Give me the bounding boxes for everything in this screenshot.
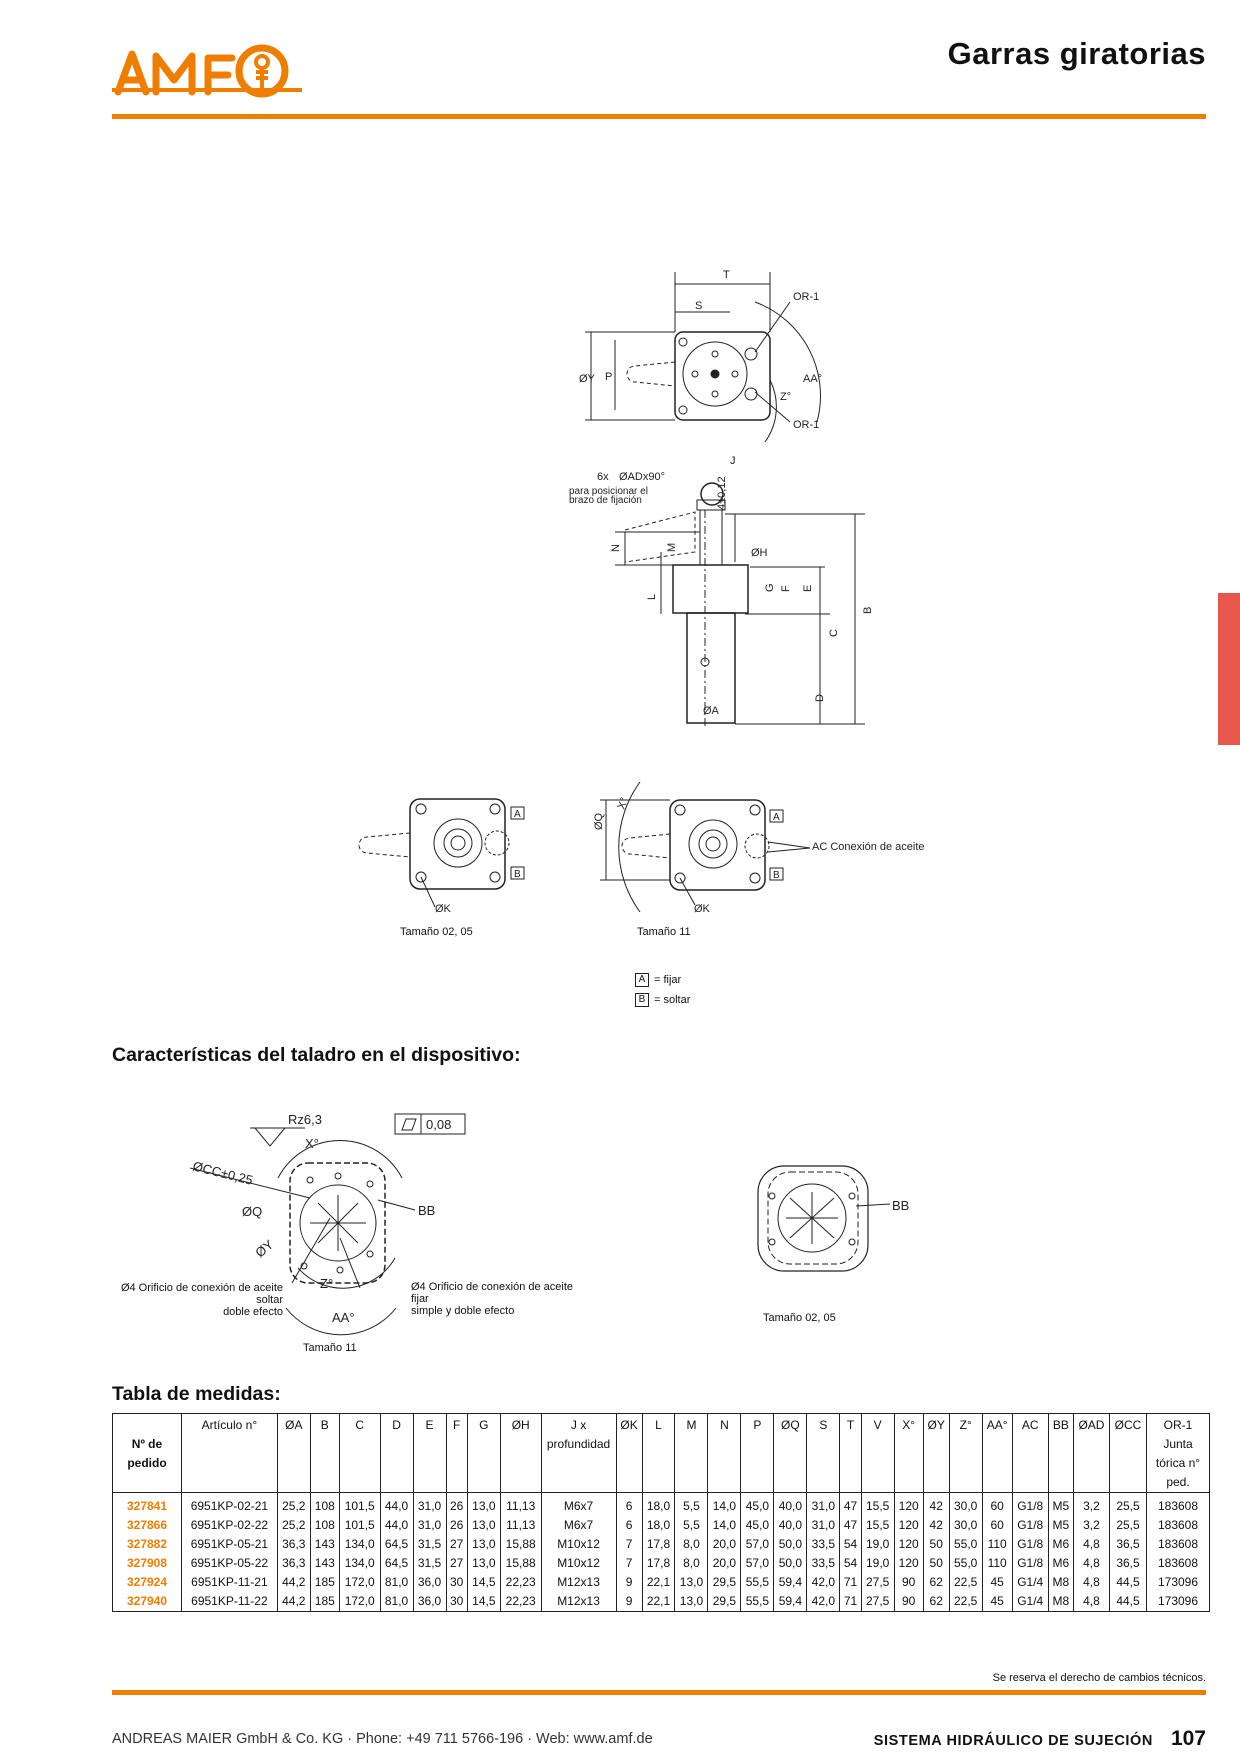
oil-port-note-right	[411, 1281, 573, 1317]
col-e: E	[413, 1414, 446, 1493]
table-cell: 36,0	[413, 1573, 446, 1592]
col-v: V	[861, 1414, 894, 1493]
table-cell: 120	[894, 1516, 923, 1535]
table-cell: 25,5	[1109, 1493, 1146, 1517]
svg-text:BB: BB	[892, 1198, 910, 1213]
table-cell: 54	[840, 1535, 861, 1554]
table-cell: 120	[894, 1554, 923, 1573]
table-cell: 101,5	[339, 1493, 380, 1517]
footer-rule	[112, 1690, 1206, 1695]
table-cell: 173096	[1147, 1592, 1210, 1612]
svg-text:AA°: AA°	[332, 1310, 355, 1325]
table-cell: 33,5	[807, 1554, 840, 1573]
order-number-cell: 327882	[113, 1535, 182, 1554]
col-d: D	[380, 1414, 413, 1493]
oil-port-note-left	[100, 1282, 283, 1318]
table-cell: 57,0	[741, 1535, 774, 1554]
drilling-caption-size-11: Tamaño 11	[303, 1342, 357, 1354]
table-cell: 31,0	[413, 1493, 446, 1517]
svg-text:X°: X°	[305, 1136, 319, 1151]
svg-text:P: P	[605, 371, 613, 383]
table-cell: 6951KP-11-22	[182, 1592, 278, 1612]
footer-company: ANDREAS MAIER GmbH & Co. KG · Phone: +49 711 5766-196 · Web: www.amf.de	[112, 1731, 653, 1747]
order-number-cell: 327908	[113, 1554, 182, 1573]
col-g: G	[467, 1414, 500, 1493]
table-cell: 120	[894, 1493, 923, 1517]
page-title: Garras giratorias	[947, 36, 1206, 71]
table-cell: 55,0	[949, 1535, 982, 1554]
table-cell: M5	[1048, 1493, 1073, 1517]
table-cell: 6	[616, 1493, 642, 1517]
table-cell: 20,0	[708, 1535, 741, 1554]
table-cell: M10x12	[541, 1554, 616, 1573]
table-cell: 13,0	[467, 1535, 500, 1554]
drilling-caption-size-02-05: Tamaño 02, 05	[763, 1312, 836, 1324]
table-cell: G1/4	[1012, 1592, 1048, 1612]
table-cell: 4,8	[1073, 1592, 1109, 1612]
table-cell: 42	[923, 1516, 949, 1535]
table-cell: 183608	[1147, 1535, 1210, 1554]
svg-text:N: N	[610, 544, 622, 552]
svg-text:J: J	[730, 455, 736, 467]
col-y: ØY	[923, 1414, 949, 1493]
col-l: L	[642, 1414, 675, 1493]
table-cell: 50	[923, 1535, 949, 1554]
table-cell: 22,1	[642, 1592, 675, 1612]
table-cell: 18,0	[642, 1493, 675, 1517]
col-z: Z°	[949, 1414, 982, 1493]
table-cell: M5	[1048, 1516, 1073, 1535]
oil-port-note-right-line3: simple y doble efecto	[411, 1305, 515, 1317]
svg-text:AA°: AA°	[803, 373, 823, 385]
col-p: P	[741, 1414, 774, 1493]
table-cell: 5,5	[675, 1493, 708, 1517]
table-cell: 81,0	[380, 1573, 413, 1592]
table-cell: 185	[310, 1573, 339, 1592]
table-cell: 13,0	[467, 1516, 500, 1535]
table-cell: 64,5	[380, 1554, 413, 1573]
table-cell: 60	[982, 1493, 1012, 1517]
col-x: X°	[894, 1414, 923, 1493]
table-cell: 44,5	[1109, 1573, 1146, 1592]
legend-text-a: = fijar	[654, 974, 682, 986]
table-cell: 60	[982, 1516, 1012, 1535]
table-cell: 31,5	[413, 1535, 446, 1554]
table-cell: 29,5	[708, 1592, 741, 1612]
table-cell: 42	[923, 1493, 949, 1517]
legend-key-b: B	[635, 993, 649, 1007]
table-cell: 13,0	[467, 1493, 500, 1517]
svg-text:ØQ: ØQ	[242, 1204, 263, 1219]
clamp-technical-drawing	[555, 262, 955, 782]
table-cell: 45	[982, 1592, 1012, 1612]
table-cell: 31,5	[413, 1554, 446, 1573]
svg-text:ØK: ØK	[694, 903, 710, 915]
section-tab	[1218, 593, 1240, 745]
table-cell: 120	[894, 1535, 923, 1554]
table-cell: M12x13	[541, 1592, 616, 1612]
table-cell: 8,0	[675, 1535, 708, 1554]
table-cell: 19,0	[861, 1554, 894, 1573]
table-cell: 6951KP-11-21	[182, 1573, 278, 1592]
table-cell: 26	[446, 1493, 467, 1517]
table-cell: 30	[446, 1573, 467, 1592]
table-cell: 25,2	[277, 1516, 310, 1535]
table-cell: 55,5	[741, 1592, 774, 1612]
table-cell: 19,0	[861, 1535, 894, 1554]
table-cell: 4,8	[1073, 1554, 1109, 1573]
table-cell: 27,5	[861, 1592, 894, 1612]
table-cell: 71	[840, 1592, 861, 1612]
table-cell: 183608	[1147, 1554, 1210, 1573]
table-cell: 13,0	[675, 1592, 708, 1612]
table-cell: 27	[446, 1535, 467, 1554]
svg-text:Z°: Z°	[320, 1276, 334, 1291]
table-cell: M6	[1048, 1554, 1073, 1573]
drilling-diagram-size-02-05	[752, 1158, 922, 1278]
table-cell: 13,0	[675, 1573, 708, 1592]
svg-text:D: D	[814, 694, 826, 702]
oil-port-note-left-line3: doble efecto	[223, 1306, 283, 1318]
table-cell: 9	[616, 1573, 642, 1592]
table-cell: 22,5	[949, 1573, 982, 1592]
table-cell: 22,5	[949, 1592, 982, 1612]
table-cell: 173096	[1147, 1573, 1210, 1592]
caption-size-02-05: Tamaño 02, 05	[400, 926, 473, 938]
table-cell: 110	[982, 1554, 1012, 1573]
table-cell: 42,0	[807, 1573, 840, 1592]
col-m: M	[675, 1414, 708, 1493]
table-cell: 4,8	[1073, 1535, 1109, 1554]
svg-text:brazo de fijación: brazo de fijación	[569, 495, 642, 506]
table-cell: 50	[923, 1554, 949, 1573]
table-cell: 62	[923, 1573, 949, 1592]
legend-key-a: A	[635, 973, 649, 987]
table-cell: 11,13	[500, 1516, 541, 1535]
svg-text:L: L	[646, 593, 658, 600]
table-cell: 101,5	[339, 1516, 380, 1535]
svg-text:B: B	[514, 869, 521, 880]
table-cell: 57,0	[741, 1554, 774, 1573]
svg-text:ØCC±0,25: ØCC±0,25	[191, 1158, 255, 1188]
svg-text:T: T	[723, 269, 730, 281]
table-cell: 36,3	[277, 1554, 310, 1573]
svg-text:B: B	[862, 606, 874, 614]
table-cell: 50,0	[774, 1554, 807, 1573]
svg-text:Z°: Z°	[780, 391, 792, 403]
table-cell: G1/8	[1012, 1493, 1048, 1517]
table-cell: G1/4	[1012, 1573, 1048, 1592]
col-t: T	[840, 1414, 861, 1493]
svg-text:ØY: ØY	[579, 373, 595, 385]
order-number-cell: 327924	[113, 1573, 182, 1592]
table-cell: 25,5	[1109, 1516, 1146, 1535]
svg-text:Rz6,3: Rz6,3	[288, 1112, 322, 1127]
col-article: Artículo n°	[182, 1414, 278, 1493]
table-cell: 18,0	[642, 1516, 675, 1535]
table-cell: 6951KP-05-22	[182, 1554, 278, 1573]
table-cell: 14,0	[708, 1516, 741, 1535]
table-cell: 55,5	[741, 1573, 774, 1592]
table-cell: 64,5	[380, 1535, 413, 1554]
table-cell: 15,5	[861, 1516, 894, 1535]
table-row	[113, 1535, 1210, 1554]
table-cell: 31,0	[807, 1516, 840, 1535]
table-row	[113, 1493, 1210, 1517]
table-cell: 8,0	[675, 1554, 708, 1573]
col-s: S	[807, 1414, 840, 1493]
table-cell: M10x12	[541, 1535, 616, 1554]
table-cell: 7	[616, 1554, 642, 1573]
table-cell: 6951KP-05-21	[182, 1535, 278, 1554]
svg-text:0,08: 0,08	[426, 1117, 452, 1132]
table-cell: 14,0	[708, 1493, 741, 1517]
table-cell: 55,0	[949, 1554, 982, 1573]
table-cell: 3,2	[1073, 1493, 1109, 1517]
table-cell: 11,13	[500, 1493, 541, 1517]
table-cell: 42,0	[807, 1592, 840, 1612]
table-cell: 20,0	[708, 1554, 741, 1573]
table-cell: 14,5	[467, 1573, 500, 1592]
order-number-cell: 327866	[113, 1516, 182, 1535]
table-cell: 9	[616, 1592, 642, 1612]
table-row	[113, 1516, 1210, 1535]
svg-text:F: F	[780, 585, 792, 592]
oil-port-note-right-line1: Ø4 Orificio de conexión de aceite	[411, 1281, 574, 1293]
table-cell: 36,5	[1109, 1535, 1146, 1554]
table-cell: 90	[894, 1592, 923, 1612]
col-ad: ØAD	[1073, 1414, 1109, 1493]
drilling-heading: Características del taladro en el dispositivo:	[112, 1044, 521, 1066]
table-cell: 22,23	[500, 1592, 541, 1612]
table-cell: 81,0	[380, 1592, 413, 1612]
svg-text:OR-1: OR-1	[793, 291, 820, 303]
col-j-depth: J x profundidad	[541, 1414, 616, 1493]
table-cell: 45,0	[741, 1493, 774, 1517]
footer-section-title: SISTEMA HIDRÁULICO DE SUJECIÓN	[873, 1733, 1153, 1749]
table-body	[113, 1493, 1210, 1612]
table-cell: 110	[982, 1535, 1012, 1554]
table-cell: M8	[1048, 1592, 1073, 1612]
table-cell: 44,2	[277, 1592, 310, 1612]
svg-text:ØQ: ØQ	[593, 812, 605, 830]
order-number-cell: 327940	[113, 1592, 182, 1612]
col-bb: BB	[1048, 1414, 1073, 1493]
table-cell: 33,5	[807, 1535, 840, 1554]
svg-text:C: C	[828, 629, 840, 637]
table-cell: 134,0	[339, 1554, 380, 1573]
table-cell: 15,5	[861, 1493, 894, 1517]
table-cell: 183608	[1147, 1493, 1210, 1517]
oil-port-note-left-line1: Ø4 Orificio de conexión de aceite	[120, 1282, 283, 1294]
table-cell: G1/8	[1012, 1516, 1048, 1535]
caption-size-11: Tamaño 11	[637, 926, 691, 938]
col-h: ØH	[500, 1414, 541, 1493]
table-cell: 59,4	[774, 1573, 807, 1592]
table-cell: 50,0	[774, 1535, 807, 1554]
col-c: C	[339, 1414, 380, 1493]
svg-text:X°: X°	[615, 795, 631, 812]
table-cell: 27,5	[861, 1573, 894, 1592]
table-cell: 40,0	[774, 1493, 807, 1517]
table-cell: 26	[446, 1516, 467, 1535]
table-cell: 172,0	[339, 1573, 380, 1592]
table-cell: 27	[446, 1554, 467, 1573]
disclaimer: Se reserva el derecho de cambios técnicos.	[992, 1672, 1206, 1684]
table-cell: 108	[310, 1493, 339, 1517]
legend-soltar	[635, 993, 690, 1007]
table-cell: 22,1	[642, 1573, 675, 1592]
table-cell: 6951KP-02-22	[182, 1516, 278, 1535]
col-q: ØQ	[774, 1414, 807, 1493]
table-cell: 22,23	[500, 1573, 541, 1592]
table-cell: 15,88	[500, 1554, 541, 1573]
table-cell: 71	[840, 1573, 861, 1592]
table-cell: 25,2	[277, 1493, 310, 1517]
table-cell: M6x7	[541, 1493, 616, 1517]
svg-text:para posicionar el: para posicionar el	[569, 486, 648, 497]
svg-text:M: M	[666, 542, 678, 552]
order-number-cell: 327841	[113, 1493, 182, 1517]
page-number: 107	[1170, 1727, 1206, 1750]
table-cell: 36,5	[1109, 1554, 1146, 1573]
table-cell: M8	[1048, 1573, 1073, 1592]
table-cell: 17,8	[642, 1554, 675, 1573]
legend-text-b: = soltar	[654, 994, 691, 1006]
table-heading: Tabla de medidas:	[112, 1383, 281, 1405]
table-cell: 45	[982, 1573, 1012, 1592]
header-rule	[112, 114, 1206, 119]
table-cell: 47	[840, 1493, 861, 1517]
svg-text:OR-1: OR-1	[793, 419, 820, 431]
table-cell: 44,0	[380, 1516, 413, 1535]
table-cell: 30,0	[949, 1493, 982, 1517]
svg-text:S: S	[695, 300, 703, 312]
table-row	[113, 1592, 1210, 1612]
col-f: F	[446, 1414, 467, 1493]
table-cell: 183608	[1147, 1516, 1210, 1535]
table-cell: 143	[310, 1535, 339, 1554]
table-cell: 47	[840, 1516, 861, 1535]
table-row	[113, 1554, 1210, 1573]
table-cell: 172,0	[339, 1592, 380, 1612]
table-cell: 7	[616, 1535, 642, 1554]
oil-port-note-right-line2: fijar	[411, 1293, 429, 1305]
table-cell: 45,0	[741, 1516, 774, 1535]
col-a: ØA	[277, 1414, 310, 1493]
table-cell: 4,8	[1073, 1573, 1109, 1592]
table-cell: 185	[310, 1592, 339, 1612]
table-cell: 29,5	[708, 1573, 741, 1592]
table-cell: 90	[894, 1573, 923, 1592]
table-cell: 36,0	[413, 1592, 446, 1612]
table-cell: G1/8	[1012, 1554, 1048, 1573]
table-cell: 5,5	[675, 1516, 708, 1535]
col-order-no: Nº de pedido	[113, 1414, 182, 1493]
svg-text:G: G	[764, 583, 776, 592]
table-cell: 143	[310, 1554, 339, 1573]
svg-text:ØADx90°: ØADx90°	[619, 471, 665, 483]
svg-text:4±0,12: 4±0,12	[716, 476, 728, 510]
table-cell: 44,2	[277, 1573, 310, 1592]
table-cell: 30,0	[949, 1516, 982, 1535]
col-k: ØK	[616, 1414, 642, 1493]
table-cell: M6x7	[541, 1516, 616, 1535]
table-cell: 62	[923, 1592, 949, 1612]
col-b: B	[310, 1414, 339, 1493]
svg-text:6x: 6x	[597, 471, 609, 483]
table-cell: 108	[310, 1516, 339, 1535]
legend-fijar	[635, 973, 681, 987]
table-cell: 17,8	[642, 1535, 675, 1554]
col-ac: AC	[1012, 1414, 1048, 1493]
svg-text:AC Conexión de aceite: AC Conexión de aceite	[812, 841, 925, 853]
svg-text:A: A	[514, 809, 521, 820]
table-cell: 44,0	[380, 1493, 413, 1517]
svg-text:E: E	[802, 584, 814, 592]
table-cell: 59,4	[774, 1592, 807, 1612]
dimensions-table	[112, 1413, 1210, 1612]
table-cell: 6951KP-02-21	[182, 1493, 278, 1517]
svg-text:ØY: ØY	[252, 1236, 277, 1261]
table-cell: 3,2	[1073, 1516, 1109, 1535]
svg-text:ØA: ØA	[703, 705, 719, 717]
table-cell: 36,3	[277, 1535, 310, 1554]
table-row	[113, 1573, 1210, 1592]
table-cell: 31,0	[413, 1516, 446, 1535]
col-n: N	[708, 1414, 741, 1493]
svg-text:A: A	[773, 812, 780, 823]
oil-port-note-left-line2: soltar	[256, 1294, 283, 1306]
table-cell: 13,0	[467, 1554, 500, 1573]
table-header-row	[113, 1414, 1210, 1493]
table-cell: G1/8	[1012, 1535, 1048, 1554]
table-cell: 14,5	[467, 1592, 500, 1612]
svg-text:B: B	[773, 870, 780, 881]
col-aa: AA°	[982, 1414, 1012, 1493]
table-cell: 6	[616, 1516, 642, 1535]
table-cell: M12x13	[541, 1573, 616, 1592]
col-cc: ØCC	[1109, 1414, 1146, 1493]
table-cell: M6	[1048, 1535, 1073, 1554]
svg-text:ØH: ØH	[751, 547, 768, 559]
table-cell: 44,5	[1109, 1592, 1146, 1612]
amf-logo	[112, 38, 302, 100]
table-cell: 30	[446, 1592, 467, 1612]
bottom-view-size-02-05	[345, 775, 545, 915]
svg-text:ØK: ØK	[435, 903, 451, 915]
svg-text:BB: BB	[418, 1203, 436, 1218]
table-cell: 15,88	[500, 1535, 541, 1554]
table-cell: 31,0	[807, 1493, 840, 1517]
table-cell: 40,0	[774, 1516, 807, 1535]
table-cell: 54	[840, 1554, 861, 1573]
col-or1: OR-1 Junta tórica n° ped.	[1147, 1414, 1210, 1493]
bottom-view-size-11	[580, 770, 960, 920]
table-cell: 134,0	[339, 1535, 380, 1554]
